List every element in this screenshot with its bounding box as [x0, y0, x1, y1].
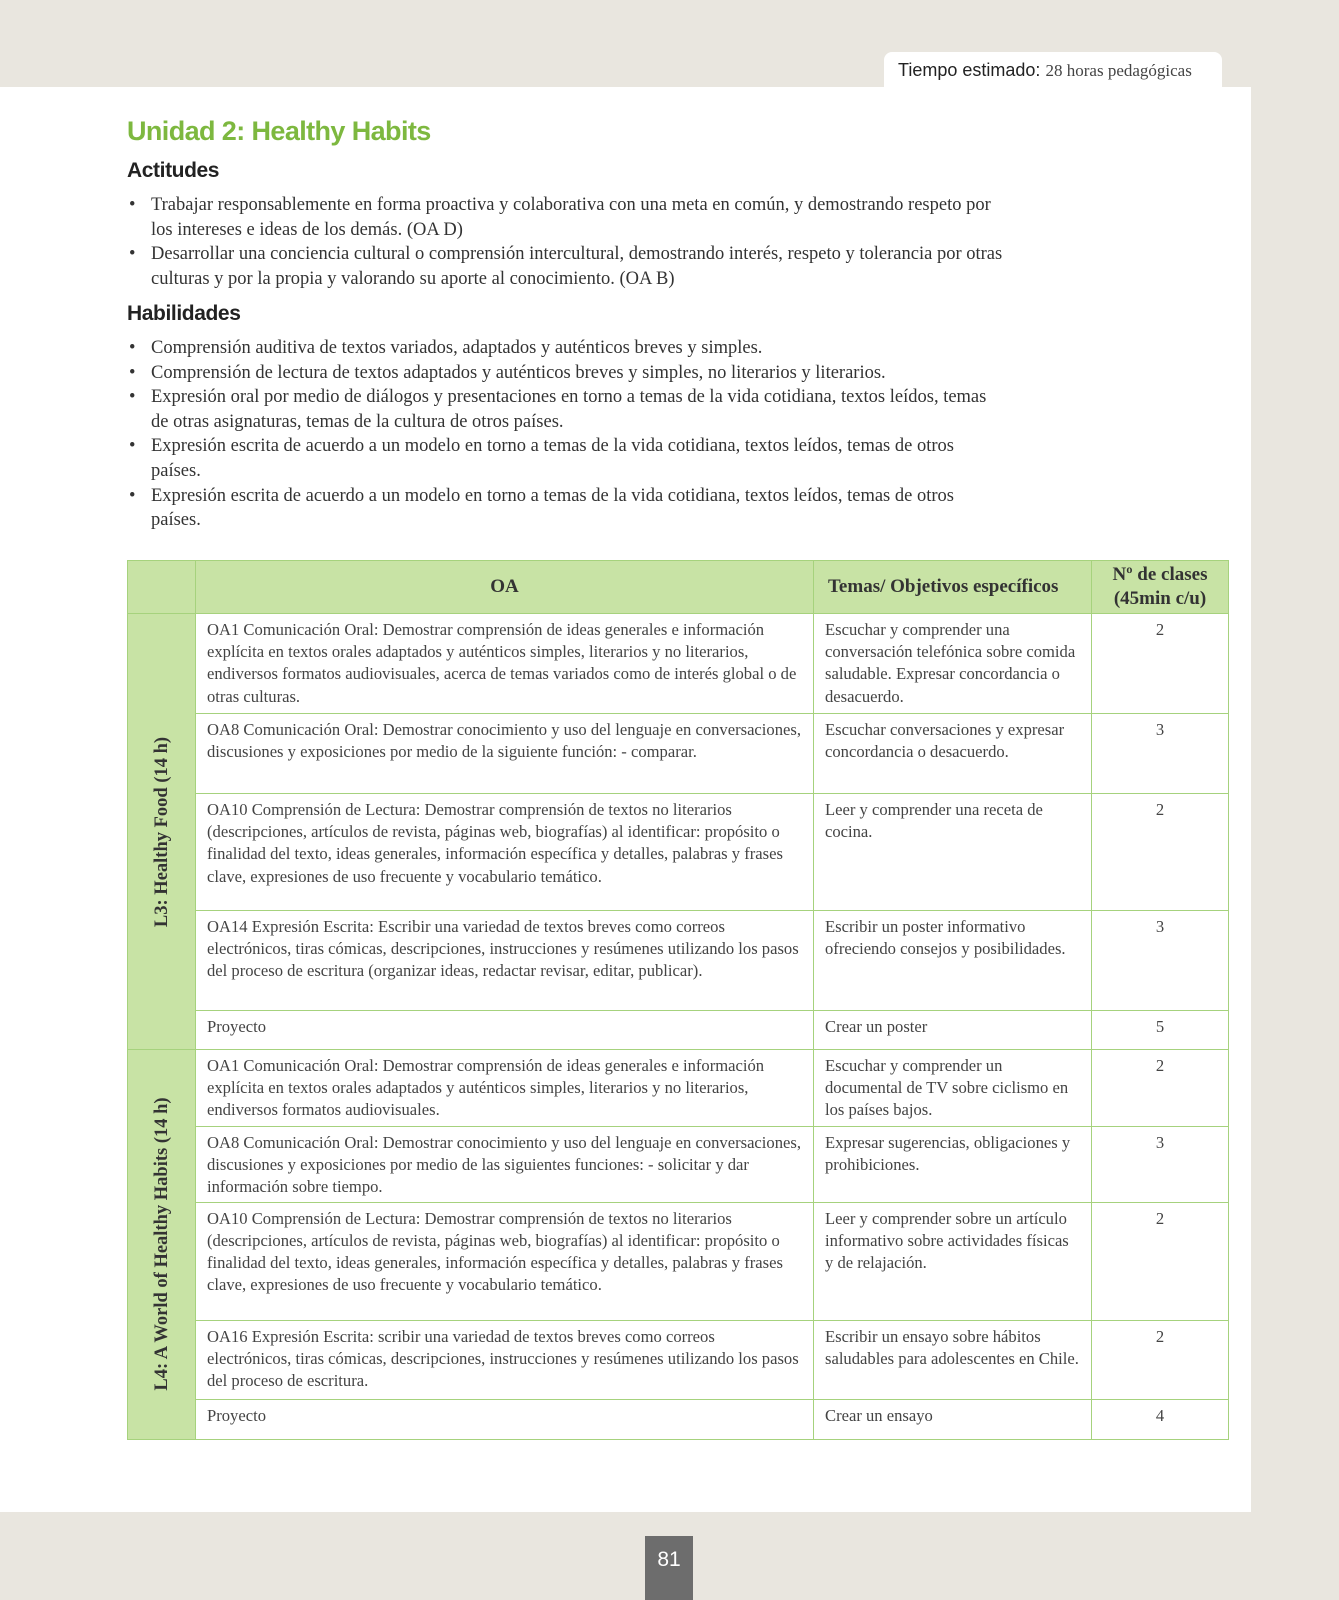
lesson-label: L4: A World of Healthy Habits (14 h) [151, 1097, 172, 1391]
clases-cell: 2 [1092, 614, 1229, 714]
time-estimate-tab [884, 52, 1222, 94]
lesson-label: L3: Healthy Food (14 h) [151, 736, 172, 927]
oa-cell: OA8 Comunicación Oral: Demostrar conocimiento y uso del lenguaje en conversaciones, discusiones y exposiciones por medio de la siguiente función: - comparar. [196, 714, 814, 794]
oa-cell: OA1 Comunicación Oral: Demostrar comprensión de ideas generales e información explícita en textos orales adaptados y auténticos simples, literarios y no literarios, endiversos formatos audiovisuales, acerca de temas variados como de interés global o de otras culturas. [196, 614, 814, 714]
temas-cell: Crear un poster [814, 1011, 1092, 1050]
temas-cell: Leer y comprender una receta de cocina. [814, 794, 1092, 911]
clases-cell: 3 [1092, 714, 1229, 794]
temas-cell: Escuchar conversaciones y expresar concordancia o desacuerdo. [814, 714, 1092, 794]
table-row [128, 1050, 1229, 1127]
clases-cell: 5 [1092, 1011, 1229, 1050]
oa-cell: OA16 Expresión Escrita: scribir una variedad de textos breves como correos electrónicos, tiras cómicas, descripciones, instrucciones y resúmenes utilizando los pasos del proceso de escritura. [196, 1320, 814, 1399]
clases-cell: 2 [1092, 1202, 1229, 1320]
habilidades-item: • Expresión escrita de acuerdo a un modelo en torno a temas de la vida cotidiana, textos leídos, temas de otros países. [127, 434, 1007, 483]
time-estimate-label: Tiempo estimado: [898, 60, 1041, 80]
header-clases-line2: (45min c/u) [1113, 588, 1207, 609]
actitudes-list [127, 193, 1007, 291]
table-row [128, 1011, 1229, 1050]
table-row [128, 794, 1229, 911]
table-row [128, 714, 1229, 794]
header-oa: OA [196, 561, 814, 614]
time-estimate-value: 28 horas pedagógicas [1045, 61, 1192, 80]
temas-cell: Escribir un ensayo sobre hábitos saludables para adolescentes en Chile. [814, 1320, 1092, 1399]
table-row [128, 1399, 1229, 1439]
clases-cell: 2 [1092, 1320, 1229, 1399]
temas-cell: Crear un ensayo [814, 1399, 1092, 1439]
oa-cell: OA14 Expresión Escrita: Escribir una variedad de textos breves como correos electrónicos, tiras cómicas, descripciones, instrucciones y resúmenes utilizando los pasos del proceso de escritura (organizar ideas, redactar revisar, editar, publicar). [196, 911, 814, 1011]
unit-title: Unidad 2: Healthy Habits [127, 116, 431, 146]
clases-cell: 4 [1092, 1399, 1229, 1439]
oa-cell: Proyecto [196, 1011, 814, 1050]
temas-cell: Escribir un poster informativo ofreciendo consejos y posibilidades. [814, 911, 1092, 1011]
clases-cell: 3 [1092, 1127, 1229, 1203]
habilidades-item: • Comprensión auditiva de textos variados, adaptados y auténticos breves y simples. [127, 336, 1007, 361]
lesson-label-cell [128, 614, 196, 1050]
habilidades-list [127, 336, 1007, 533]
table-row [128, 1320, 1229, 1399]
oa-cell: OA1 Comunicación Oral: Demostrar comprensión de ideas generales e información explícita en textos orales adaptados y auténticos simples, literarios y no literarios, endiversos formatos audiovisuales. [196, 1050, 814, 1127]
oa-cell: OA10 Comprensión de Lectura: Demostrar comprensión de textos no literarios (descripciones, artículos de revista, páginas web, biografías) al identificar: propósito o finalidad del texto, ideas generales, información específica y detalles, palabras y frases clave, expresiones de uso frecuente y vocabulario temático. [196, 794, 814, 911]
temas-cell: Escuchar y comprender un documental de TV sobre ciclismo en los países bajos. [814, 1050, 1092, 1127]
header-clases-line1: Nº de clases [1112, 564, 1208, 585]
table-row [128, 911, 1229, 1011]
clases-cell: 3 [1092, 911, 1229, 1011]
oa-cell: OA8 Comunicación Oral: Demostrar conocimiento y uso del lenguaje en conversaciones, discusiones y exposiciones por medio de las siguientes funciones: - solicitar y dar información sobre tiempo. [196, 1127, 814, 1203]
page-number: 81 [645, 1536, 693, 1600]
oa-cell: OA10 Comprensión de Lectura: Demostrar comprensión de textos no literarios (descripciones, artículos de revista, páginas web, biografías) al identificar: propósito o finalidad del texto, ideas generales, información específica y detalles, palabras y frases clave, expresiones de uso frecuente y vocabulario temático. [196, 1202, 814, 1320]
clases-cell: 2 [1092, 1050, 1229, 1127]
header-temas: Temas/ Objetivos específicos [814, 561, 1092, 614]
habilidades-item: • Expresión escrita de acuerdo a un modelo en torno a temas de la vida cotidiana, textos leídos, temas de otros países. [127, 484, 1007, 533]
temas-cell: Escuchar y comprender una conversación telefónica sobre comida saludable. Expresar concordancia o desacuerdo. [814, 614, 1092, 714]
habilidades-item: • Comprensión de lectura de textos adaptados y auténticos breves y simples, no literarios y literarios. [127, 361, 1007, 386]
table-row [128, 1127, 1229, 1203]
actitudes-item: • Trabajar responsablemente en forma proactiva y colaborativa con una meta en común, y demostrando respeto por los intereses e ideas de los demás. (OA D) [127, 193, 1007, 242]
clases-cell: 2 [1092, 794, 1229, 911]
lesson-label-cell [128, 1050, 196, 1440]
table-header-row [128, 561, 1229, 614]
table-row [128, 1202, 1229, 1320]
header-clases [1092, 561, 1229, 614]
oa-table [127, 560, 1229, 1440]
table-row [128, 614, 1229, 714]
habilidades-heading: Habilidades [127, 302, 241, 325]
actitudes-item: • Desarrollar una conciencia cultural o comprensión intercultural, demostrando interés, respeto y tolerancia por otras culturas y por la propia y valorando su aporte al conocimiento. (OA B) [127, 242, 1007, 291]
temas-cell: Leer y comprender sobre un artículo informativo sobre actividades físicas y de relajación. [814, 1202, 1092, 1320]
temas-cell: Expresar sugerencias, obligaciones y prohibiciones. [814, 1127, 1092, 1203]
habilidades-item: • Expresión oral por medio de diálogos y presentaciones en torno a temas de la vida cotidiana, textos leídos, temas de otras asignaturas, temas de la cultura de otros países. [127, 385, 1007, 434]
oa-cell: Proyecto [196, 1399, 814, 1439]
header-empty-cell [128, 561, 196, 614]
actitudes-heading: Actitudes [127, 159, 220, 182]
